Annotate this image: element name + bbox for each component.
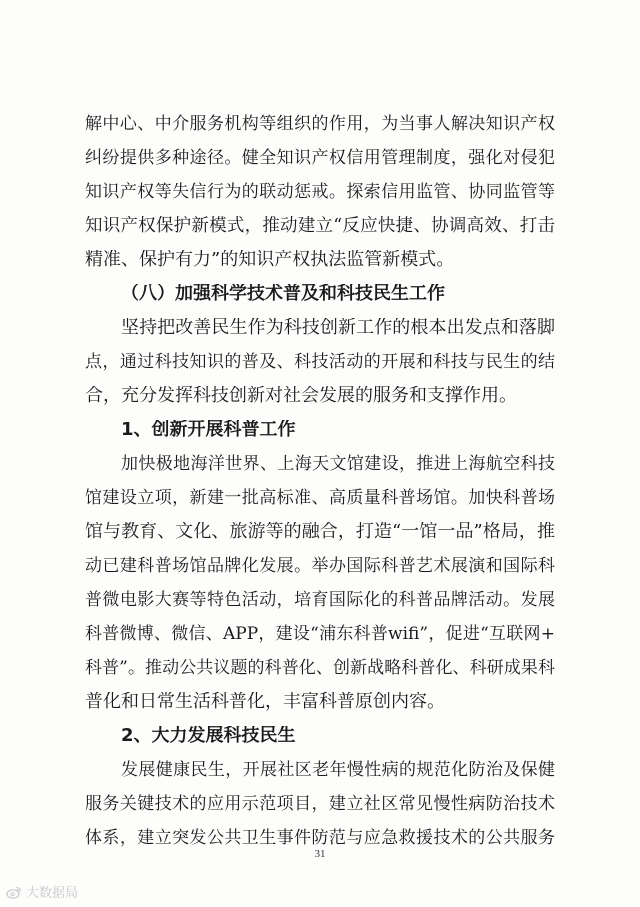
document-body bbox=[85, 114, 555, 862]
section-heading: （八）加强科学技术普及和科技民生工作 bbox=[121, 284, 445, 304]
paragraph-line: 知识产权等失信行为的联动惩戒。探索信用监管、协同监管等 bbox=[85, 182, 555, 202]
paragraph-line: 体系，建立突发公共卫生事件防范与应急救援技术的公共服务 bbox=[85, 828, 555, 848]
paragraph-line: 发展健康民生，开展社区老年慢性病的规范化防治及保健 bbox=[121, 760, 555, 780]
paragraph-line: 科普”。推动公共议题的科普化、创新战略科普化、科研成果科 bbox=[85, 658, 555, 678]
paragraph-line: 馆建设立项，新建一批高标准、高质量科普场馆。加快科普场 bbox=[85, 488, 555, 508]
paragraph-line: 馆与教育、文化、旅游等的融合，打造“一馆一品”格局，推 bbox=[85, 522, 555, 542]
watermark bbox=[6, 882, 78, 901]
paragraph-line: 知识产权保护新模式，推动建立“反应快捷、协调高效、打击 bbox=[85, 216, 555, 236]
paragraph-line: 纠纷提供多种途径。健全知识产权信用管理制度，强化对侵犯 bbox=[85, 148, 555, 168]
section-heading: 1、创新开展科普工作 bbox=[121, 420, 296, 440]
paragraph-line: 动已建科普场馆品牌化发展。举办国际科普艺术展演和国际科 bbox=[85, 556, 555, 576]
paragraph-line: 科普微博、微信、APP，建设“浦东科普wifi”，促进“互联网+ bbox=[85, 624, 555, 644]
paragraph-line: 合，充分发挥科技创新对社会发展的服务和支撑作用。 bbox=[85, 386, 517, 406]
paragraph-line: 加快极地海洋世界、上海天文馆建设，推进上海航空科技 bbox=[121, 454, 555, 474]
paragraph-line: 坚持把改善民生作为科技创新工作的根本出发点和落脚 bbox=[121, 318, 555, 338]
paragraph-line: 普微电影大赛等特色活动，培育国际化的科普品牌活动。发展 bbox=[85, 590, 555, 610]
weibo-icon bbox=[6, 884, 22, 900]
paragraph-line: 精准、保护有力”的知识产权执法监管新模式。 bbox=[85, 250, 455, 270]
page-number: 31 bbox=[314, 848, 326, 860]
section-heading: 2、大力发展科技民生 bbox=[121, 726, 296, 746]
paragraph-line: 解中心、中介服务机构等组织的作用，为当事人解决知识产权 bbox=[85, 114, 555, 134]
paragraph-line: 点，通过科技知识的普及、科技活动的开展和科技与民生的结 bbox=[85, 352, 555, 372]
paragraph-line: 普化和日常生活科普化，丰富科普原创内容。 bbox=[85, 692, 445, 712]
paragraph-line: 服务关键技术的应用示范项目，建立社区常见慢性病防治技术 bbox=[85, 794, 555, 814]
watermark-text: 大数据局 bbox=[26, 886, 79, 901]
